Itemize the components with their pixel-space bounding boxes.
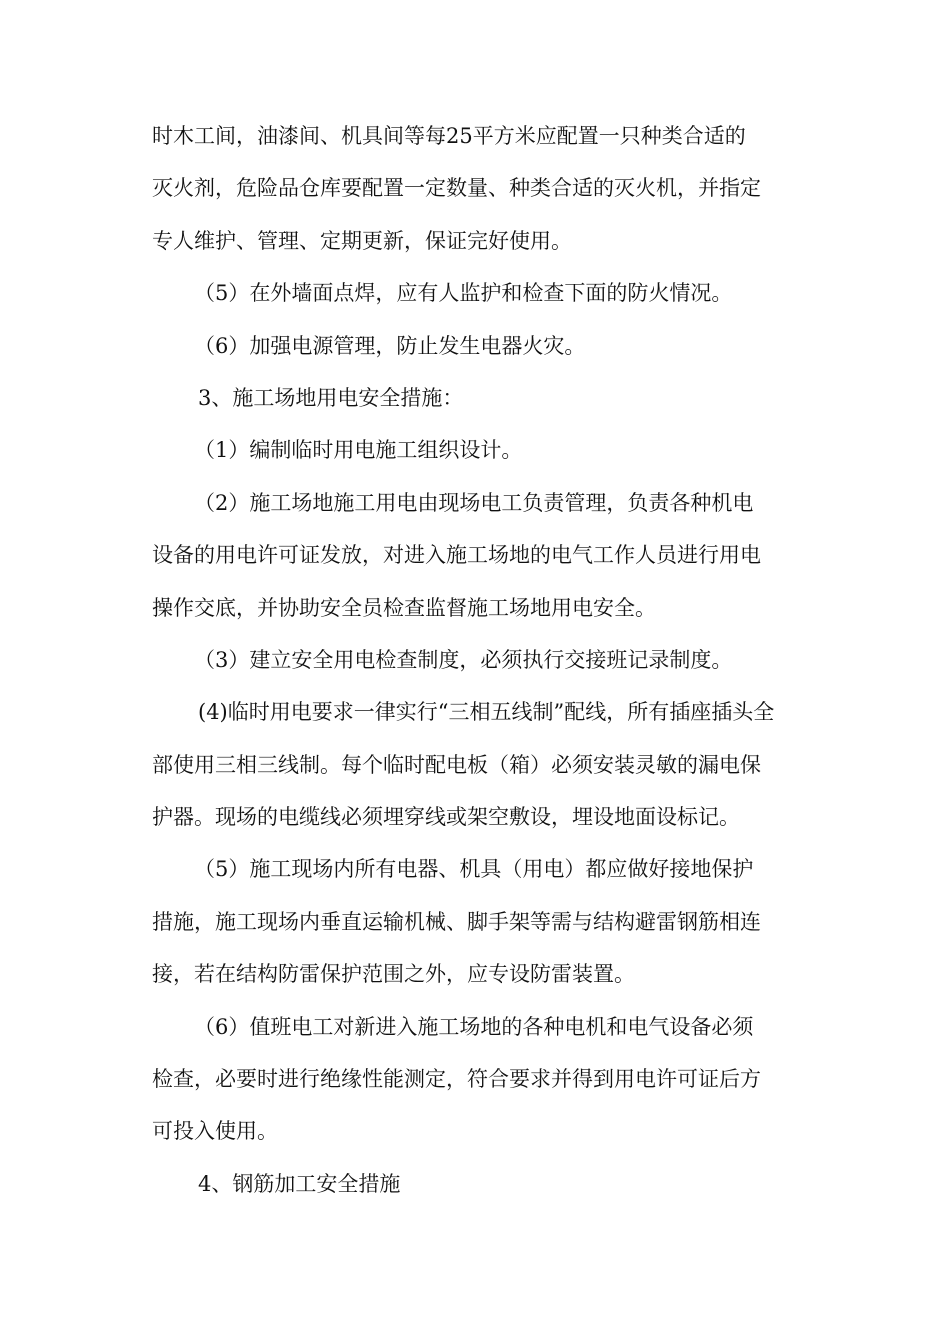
text-line: 接，若在结构防雷保护范围之外，应专设防雷装置。 — [152, 962, 635, 987]
text-line: 灭火剂，危险品仓库要配置一定数量、种类合适的灭火机，并指定 — [152, 176, 761, 201]
text-line: 检查，必要时进行绝缘性能测定，符合要求并得到用电许可证后方 — [152, 1067, 761, 1092]
text-line: （5）在外墙面点焊，应有人监护和检查下面的防火情况。 — [194, 281, 733, 306]
text-line: 操作交底，并协助安全员检查监督施工场地用电安全。 — [152, 595, 656, 620]
text-line: 设备的用电许可证发放，对进入施工场地的电气工作人员进行用电 — [152, 543, 761, 568]
text-line: 可投入使用。 — [152, 1119, 278, 1144]
text-line: 措施，施工现场内垂直运输机械、脚手架等需与结构避雷钢筋相连 — [152, 909, 761, 934]
text-line: （6）值班电工对新进入施工场地的各种电机和电气设备必须 — [194, 1014, 754, 1039]
text-line: （5）施工现场内所有电器、机具（用电）都应做好接地保护 — [194, 857, 754, 882]
text-line: 时木工间，油漆间、机具间等每25平方米应配置一只种类合适的 — [152, 124, 746, 148]
text-line: （2）施工场地施工用电由现场电工负责管理，负责各种机电 — [194, 490, 754, 515]
text-line: (4)临时用电要求一律实行“三相五线制”配线，所有插座插头全 — [198, 700, 775, 725]
text-line: 护器。现场的电缆线必须埋穿线或架空敷设，埋设地面设标记。 — [152, 805, 740, 830]
section-heading: 4、钢筋加工安全措施 — [198, 1171, 401, 1196]
text-line: 部使用三相三线制。每个临时配电板（箱）必须安装灵敏的漏电保 — [152, 752, 761, 777]
text-line: （6）加强电源管理，防止发生电器火灾。 — [194, 333, 586, 358]
text-line: （3）建立安全用电检查制度，必须执行交接班记录制度。 — [194, 647, 733, 672]
document-body — [152, 110, 807, 1210]
section-heading: 3、施工场地用电安全措施： — [198, 385, 464, 410]
text-line: 专人维护、管理、定期更新，保证完好使用。 — [152, 228, 572, 253]
text-line: （1）编制临时用电施工组织设计。 — [194, 438, 523, 463]
